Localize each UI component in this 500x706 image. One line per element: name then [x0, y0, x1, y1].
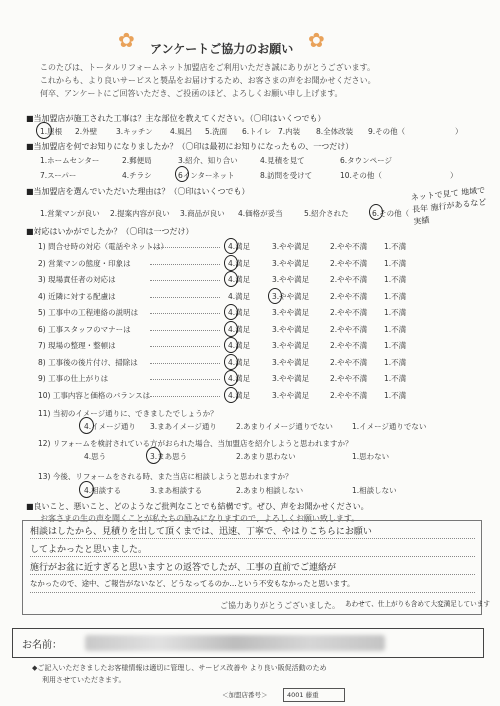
- answer-circle: [369, 204, 383, 220]
- q3-label: ■当加盟店を選んでいただいた理由は？（〇印はいくつでも）: [26, 187, 250, 196]
- q12-option[interactable]: 2.あまり思わない: [236, 452, 296, 461]
- q1-option[interactable]: 4.風呂: [170, 127, 193, 136]
- q4-scale-option[interactable]: 2.やや不満: [330, 258, 368, 268]
- leader-line: [150, 264, 220, 265]
- q3-option-other[interactable]: 6.その他（: [372, 209, 410, 218]
- leader-line: [150, 363, 220, 364]
- q4-scale-option[interactable]: 3.やや満足: [272, 374, 310, 383]
- answer-circle: [224, 304, 238, 320]
- ruled-line: [30, 538, 475, 539]
- q4-scale-option[interactable]: 2.やや不満: [330, 357, 368, 367]
- q4-item-label: 9) 工事の仕上がりは: [38, 374, 109, 383]
- q4-item-label: 4) 近隣に対する配慮は: [38, 291, 116, 301]
- q11-option[interactable]: 4.イメージ通り: [84, 422, 136, 431]
- privacy-note: ◆ご記入いただきましたお客様情報は適切に管理し、サービス改善や より良い販促活動のため: [32, 664, 327, 672]
- leader-line: [150, 330, 220, 331]
- q1-option[interactable]: 9.その他（: [368, 127, 406, 136]
- q3-option[interactable]: 1.営業マンが良い: [40, 209, 100, 218]
- q1-option[interactable]: 5.洗面: [205, 127, 228, 136]
- comment-handwriting: 相談はしたから、見積りを出して頂くまでは、迅速、丁寧で、やはりこちらにお願い: [30, 527, 372, 537]
- q4-scale-option[interactable]: 2.やや不満: [330, 374, 368, 383]
- q1-option[interactable]: 6.トイレ: [242, 127, 272, 136]
- q4-scale-option[interactable]: 2.やや不満: [330, 308, 368, 317]
- answer-circle: [224, 337, 238, 353]
- q4-scale-option[interactable]: 4.満足: [228, 374, 251, 383]
- q11-option[interactable]: 3.まあイメージ通り: [150, 422, 217, 431]
- q2-option[interactable]: 4.チラシ: [122, 171, 152, 180]
- leader-line: [150, 297, 220, 298]
- q4-scale-option[interactable]: 1.不満: [384, 390, 407, 400]
- answer-circle: [224, 387, 238, 403]
- q4-scale-option[interactable]: 3.やや満足: [272, 291, 310, 301]
- q4-label: ■対応はいかがでしたか？（〇印は一つだけ）: [26, 227, 194, 236]
- q4-scale-option[interactable]: 3.やや満足: [272, 308, 310, 317]
- q4-scale-option[interactable]: 2.やや不満: [330, 324, 368, 334]
- intro-line: 何卒、アンケートにご回答いただき、ご投函のほど、よろしくお願い申し上げます。: [40, 89, 343, 98]
- q3-option[interactable]: 5.紹介された: [304, 209, 349, 218]
- thanks-text: ご協力ありがとうございました。: [220, 601, 340, 610]
- q13-option[interactable]: 2.あまり相談しない: [236, 486, 304, 495]
- answer-circle: [224, 255, 238, 271]
- q4-scale-option[interactable]: 3.やや満足: [272, 341, 310, 350]
- privacy-note: 利用させていただきます。: [42, 676, 126, 684]
- shop-number-label: ＜加盟店番号＞: [222, 691, 268, 699]
- name-label: お名前：: [22, 640, 62, 651]
- q4-scale-option[interactable]: 4.満足: [228, 390, 251, 400]
- q4-scale-option[interactable]: 1.不満: [384, 374, 407, 383]
- q1-option[interactable]: 7.内装: [278, 127, 301, 136]
- q4-scale-option[interactable]: 4.満足: [228, 308, 251, 317]
- q4-scale-option[interactable]: 2.やや不満: [330, 242, 368, 251]
- leader-line: [150, 379, 220, 380]
- q13-option[interactable]: 1.相談しない: [352, 486, 397, 495]
- q4-scale-option[interactable]: 3.やや満足: [272, 258, 310, 268]
- q4-scale-option[interactable]: 1.不満: [384, 324, 407, 334]
- answer-circle: [224, 370, 238, 386]
- q12-option[interactable]: 3.まあ思う: [150, 452, 188, 461]
- q4-scale-option[interactable]: 2.やや不満: [330, 275, 368, 284]
- q4-scale-option[interactable]: 3.やや満足: [272, 242, 310, 251]
- q11-option[interactable]: 1.イメージ通りでない: [352, 422, 427, 431]
- q1-option[interactable]: 3.キッチン: [116, 127, 153, 136]
- q4-item-label: 2) 営業マンの態度・印象は: [38, 258, 131, 268]
- q4-scale-option[interactable]: 4.満足: [228, 258, 251, 268]
- q3-handwriting: ネットで見て 地域で長年 施行があるなど実績: [410, 185, 487, 227]
- q4-scale-option[interactable]: 4.満足: [228, 341, 251, 350]
- answer-circle: [79, 481, 94, 498]
- q4-item-label: 5) 工事中の工程連絡の説明は: [38, 308, 139, 317]
- q2-option-label: インターネット: [182, 171, 235, 180]
- q4-scale-option[interactable]: 2.やや不満: [330, 341, 368, 350]
- answer-circle: [36, 122, 52, 139]
- intro-line: このたびは、トータルリフォームネット加盟店をご利用いただき誠にありがとうございます。: [40, 63, 375, 72]
- ruled-line: [30, 556, 475, 557]
- q4-scale-option[interactable]: 3.やや満足: [272, 390, 310, 400]
- comment-handwriting: 施行がお盆に近すぎると思いますとの返答でしたが、工事の直前でご連絡が: [30, 563, 337, 573]
- q3-option[interactable]: 3.商品が良い: [180, 209, 225, 218]
- comment-handwriting: なかったので、途中、ご報告がないなど、どうなってるのか…という不安もなかったと思います。: [30, 579, 355, 588]
- leader-line: [150, 313, 220, 314]
- q3-option[interactable]: 2.提案内容が良い: [110, 209, 170, 218]
- q2-close: ）: [450, 171, 458, 180]
- answer-circle: [268, 288, 282, 304]
- q4-scale-option[interactable]: 4.満足: [228, 357, 251, 367]
- q2-option[interactable]: 3.紹介、知り合い: [178, 156, 238, 165]
- q4-item-label: 1) 問合せ時の対応（電話やネットは）: [38, 242, 169, 251]
- q11-option[interactable]: 2.あまりイメージ通りでない: [236, 422, 333, 431]
- q4-scale-option[interactable]: 4.満足: [228, 275, 251, 284]
- thanks-handwriting: あわせて、仕上がりも含めて大変満足しています: [345, 600, 490, 608]
- leader-line: [150, 346, 220, 347]
- q2-option[interactable]: 7.スーパー: [40, 171, 77, 180]
- q2-option[interactable]: 1.ホームセンター: [40, 156, 100, 165]
- q1-option[interactable]: 1.屋根: [40, 127, 63, 136]
- q13-label: 13) 今後、リフォームをされる時、また当店に相談しようと思われますか？: [38, 472, 293, 481]
- q4-scale-option[interactable]: 2.やや不満: [330, 291, 368, 301]
- q3-option[interactable]: 4.価格が妥当: [238, 209, 283, 218]
- q1-close: ）: [455, 127, 463, 136]
- q12-option[interactable]: 1.思わない: [352, 452, 390, 461]
- comment-handwriting: してよかったと思いました。: [30, 545, 148, 555]
- q4-scale-option[interactable]: 4.満足: [228, 242, 251, 251]
- answer-circle: [224, 238, 238, 254]
- q1-option[interactable]: 2.外壁: [75, 127, 98, 136]
- q12-option[interactable]: 4.思う: [84, 452, 107, 461]
- ruled-line: [30, 592, 475, 593]
- redacted-name: [85, 635, 385, 651]
- q1-option[interactable]: 8.全体改装: [316, 127, 354, 136]
- q4-scale-option[interactable]: 3.やや満足: [272, 324, 310, 334]
- ruled-line: [30, 574, 475, 575]
- q2-label: ■当加盟店を何でお知りになりましたか？（〇印は最初にお知りになったもの、一つだけ）: [26, 142, 354, 151]
- q2-option[interactable]: 10.その他（: [340, 171, 382, 180]
- comment-label: ■良いこと、悪いこと、どのようなご批判なことでも結構です。ぜひ、声をお聞かせください。: [26, 502, 369, 511]
- q2-number: 6: [178, 171, 183, 180]
- leader-line: [150, 280, 220, 281]
- flower-icon: ✿: [308, 28, 325, 52]
- q4-item-label: 10) 工事内容と価格のバランスは: [38, 390, 151, 400]
- leader-line: [150, 396, 220, 397]
- q4-scale-option[interactable]: 1.不満: [384, 341, 407, 350]
- q4-scale-option[interactable]: 1.不満: [384, 242, 407, 251]
- q1-label: ■当加盟店が施工された工事は？主な部位を教えてください。（〇印はいくつでも）: [26, 114, 326, 123]
- q4-item-label: 8) 工事後の後片付け、掃除は: [38, 357, 138, 367]
- q13-option[interactable]: 3.まあ相談する: [150, 486, 203, 495]
- q4-scale-option[interactable]: 1.不満: [384, 308, 407, 317]
- q4-scale-option[interactable]: 1.不満: [384, 275, 407, 284]
- shop-number: 4001 藤重: [287, 691, 319, 699]
- q4-item-label: 3) 現場責任者の対応は: [38, 275, 116, 284]
- answer-circle: [79, 417, 94, 434]
- q4-scale-option[interactable]: 4.満足: [228, 324, 251, 334]
- q2-option[interactable]: 4.見積を見て: [260, 156, 305, 165]
- q4-scale-option[interactable]: 3.やや満足: [272, 275, 310, 284]
- q4-scale-option[interactable]: 3.やや満足: [272, 357, 310, 367]
- leader-line: [150, 247, 220, 248]
- q4-scale-option[interactable]: 1.不満: [384, 291, 407, 301]
- q2-option[interactable]: 8.訪問を受けて: [260, 171, 313, 180]
- answer-circle: [224, 271, 238, 287]
- q4-scale-option[interactable]: 2.やや不満: [330, 390, 368, 400]
- answer-circle: [175, 166, 189, 182]
- answer-circle: [224, 321, 238, 337]
- q4-scale-option[interactable]: 4.満足: [228, 291, 251, 301]
- answer-circle: [224, 354, 238, 370]
- q12-label: 12) リフォームを検討されている方がおられた場合、当加盟店を紹介しようと思われますか？: [38, 439, 353, 448]
- comment-sublabel: お客さまの生の声を聞くことが私たちの励みになりますので、よろしくお願い致します。: [40, 514, 360, 523]
- q4-scale-option[interactable]: 1.不満: [384, 258, 407, 268]
- q11-label: 11) 当初のイメージ通りに、できましたでしょうか？: [38, 409, 218, 418]
- survey-title: アンケートご協力のお願い: [150, 42, 294, 56]
- intro-line: これからも、より良いサービスと製品をお届けするため、お客さまの声をお聞かせください。: [40, 76, 376, 85]
- q4-item-label: 7) 現場の整理・整頓は: [38, 341, 116, 350]
- q4-scale-option[interactable]: 1.不満: [384, 357, 407, 367]
- q2-option[interactable]: 6.タウンページ: [340, 156, 393, 165]
- q13-option[interactable]: 4.相談する: [84, 486, 122, 495]
- answer-circle: [146, 447, 161, 464]
- flower-icon: ✿: [118, 28, 135, 52]
- q2-option[interactable]: 2.郵便局: [122, 156, 152, 165]
- q4-item-label: 6) 工事スタッフのマナーは: [38, 324, 131, 334]
